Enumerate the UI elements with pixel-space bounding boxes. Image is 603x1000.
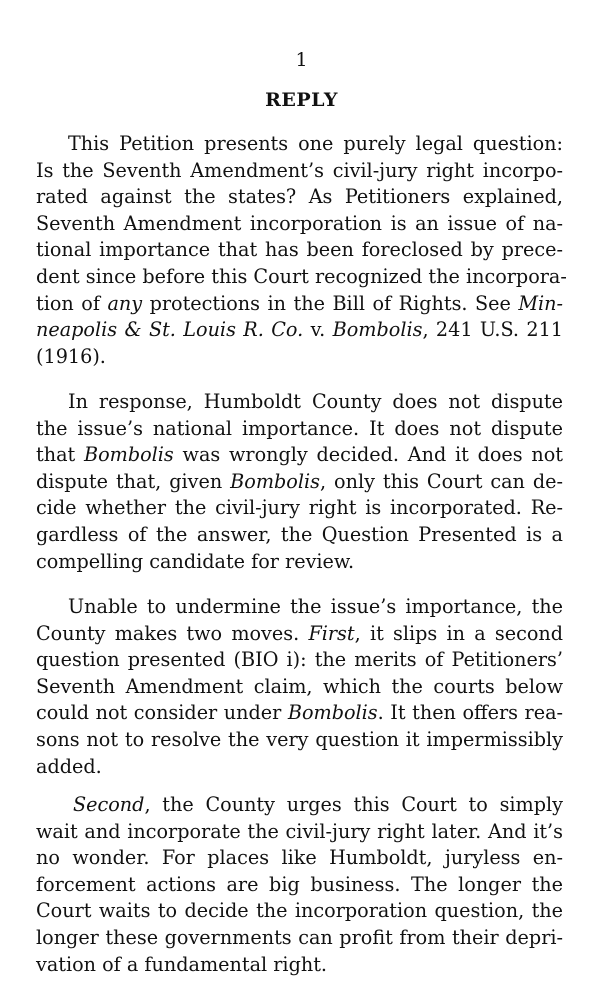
- text-run: vation of a fundamental right.: [36, 952, 328, 976]
- paragraph-3: [36, 594, 563, 780]
- text-line: [36, 549, 563, 576]
- text-run: Unable to undermine the issue’s importance, the: [68, 595, 563, 618]
- text-run: sons not to resolve the very question it impermissibly: [36, 727, 563, 751]
- text-line: [36, 237, 563, 264]
- italic-text: Bombolis: [287, 701, 378, 725]
- paragraph-1: [36, 131, 567, 370]
- text-line: [36, 647, 563, 674]
- text-run: no wonder. For places like Humboldt, juryless en-: [36, 846, 563, 870]
- text-run: County makes two moves.: [36, 621, 309, 645]
- text-run: rated against the states? As Petitioners explained,: [36, 185, 563, 209]
- text-line: [36, 469, 563, 496]
- text-line: [36, 158, 563, 185]
- text-line: [36, 700, 563, 727]
- text-run: tional importance that has been foreclosed by prece-: [36, 238, 563, 262]
- section-heading: REPLY: [265, 89, 338, 111]
- text-line: [36, 898, 563, 925]
- text-run: wait and incorporate the civil-jury right later. And it’s: [36, 819, 563, 843]
- text-line: [36, 674, 563, 701]
- text-run: , only this Court can de-: [319, 469, 563, 493]
- text-run: cide whether the civil-jury right is incorporated. Re-: [36, 496, 563, 520]
- text-line: [36, 845, 563, 872]
- text-line: [36, 495, 563, 522]
- text-run: , the County urges this Court to simply: [144, 793, 563, 816]
- text-line: [36, 792, 563, 819]
- text-line: [36, 131, 563, 158]
- text-line: [36, 211, 563, 238]
- text-run: question presented (BIO i): the merits of Petitioners’: [36, 648, 563, 672]
- text-run: , it slips in a second: [354, 621, 564, 645]
- text-run: that: [36, 443, 84, 467]
- text-line: [36, 621, 563, 648]
- text-run: tion of: [36, 291, 108, 315]
- text-line: [36, 819, 563, 846]
- text-run: Seventh Amendment claim, which the courts below: [36, 674, 563, 698]
- italic-text: any: [107, 291, 143, 315]
- italic-text: Second: [73, 793, 145, 816]
- text-line: [36, 727, 563, 754]
- italic-text: Bombolis: [83, 443, 174, 467]
- text-run: . It then offers rea-: [377, 701, 563, 725]
- paragraph-4: [36, 792, 563, 978]
- text-run: v.: [303, 318, 333, 342]
- text-line: [36, 442, 563, 469]
- text-line: [36, 317, 563, 344]
- text-line: [36, 291, 563, 318]
- text-run: In response, Humboldt County does not dispute: [68, 390, 563, 413]
- text-line: [36, 754, 563, 781]
- italic-text: neapolis & St. Louis R. Co.: [36, 318, 304, 342]
- text-run: This Petition presents one purely legal question:: [68, 132, 563, 155]
- text-run: the issue’s national importance. It does not dispute: [36, 416, 563, 440]
- text-run: could not consider under: [36, 701, 288, 725]
- text-line: [36, 416, 563, 443]
- text-line: [36, 389, 563, 416]
- page-number: 1: [295, 49, 308, 71]
- text-run: , 241 U.S. 211: [422, 318, 564, 342]
- text-run: Court waits to decide the incorporation question, the: [36, 899, 563, 923]
- text-run: gardless of the answer, the Question Presented is a: [36, 522, 563, 546]
- italic-text: First: [308, 621, 355, 645]
- text-run: protections in the Bill of Rights. See: [142, 291, 519, 315]
- text-line: [36, 872, 563, 899]
- text-line: [36, 184, 563, 211]
- text-run: was wrongly decided. And it does not: [173, 443, 563, 467]
- text-run: dent since before this Court recognized the incorpora-: [36, 264, 567, 288]
- italic-text: Bombolis: [230, 469, 320, 493]
- italic-text: Bombolis: [332, 318, 423, 342]
- text-line: [36, 925, 563, 952]
- text-run: dispute that, given: [36, 469, 231, 493]
- text-line: [36, 594, 563, 621]
- paragraph-2: [36, 389, 563, 575]
- text-line: [36, 522, 563, 549]
- text-run: (1916).: [36, 344, 106, 368]
- text-line: [36, 952, 563, 979]
- italic-text: Min-: [518, 291, 564, 315]
- text-line: [36, 344, 563, 371]
- text-run: longer these governments can profit from their depri-: [36, 925, 563, 949]
- text-run: Seventh Amendment incorporation is an issue of na-: [36, 211, 563, 235]
- text-run: added.: [36, 754, 102, 778]
- text-run: forcement actions are big business. The longer the: [36, 872, 563, 896]
- text-run: Is the Seventh Amendment’s civil-jury right incorpo-: [36, 158, 563, 182]
- text-run: compelling candidate for review.: [36, 549, 355, 573]
- text-line: [36, 264, 567, 291]
